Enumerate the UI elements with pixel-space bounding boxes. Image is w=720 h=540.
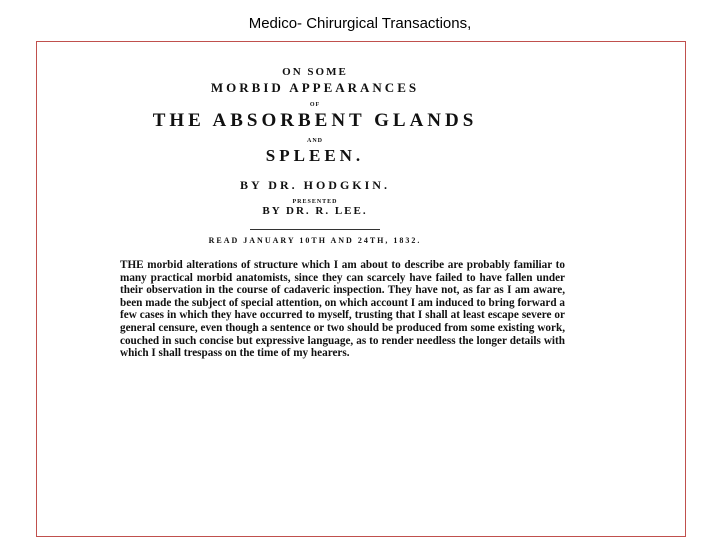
heading-and: AND <box>307 138 323 144</box>
heading-on-some: ON SOME <box>282 66 348 78</box>
heading-morbid-appearances: MORBID APPEARANCES <box>210 80 420 95</box>
body-paragraph: THE morbid alterations of structure which I am about to describe are probably familiar to many practical morbid anatomists, since they can scarcely have failed to have fallen under their observation in the course of cadaveric inspection. They have not, as far as I am aware, been made the subject of special attention, on which account I am induced to bring forward a few cases in which they have occurred to myself, trusting that I shall at least escape severe or general censure, even though a sentence or two should be produced from some existing work, couched in such concise but expressive language, as to render needless the longer details with which I shall trespass on the time of my hearers. <box>120 259 565 360</box>
heading-absorbent-glands: THE ABSORBENT GLANDS <box>152 110 478 131</box>
heading-spleen: SPLEEN. <box>265 146 365 165</box>
presented-line: PRESENTED <box>292 199 338 205</box>
slide-title: Medico- Chirurgical Transactions, <box>248 15 472 32</box>
read-date: READ JANUARY 10TH AND 24TH, 1832. <box>208 236 422 245</box>
heading-of: OF <box>309 102 321 108</box>
author-line: BY DR. HODGKIN. <box>240 178 390 192</box>
document-page <box>80 60 565 360</box>
divider-rule <box>250 229 380 230</box>
presenter-line: BY DR. R. LEE. <box>262 205 368 217</box>
